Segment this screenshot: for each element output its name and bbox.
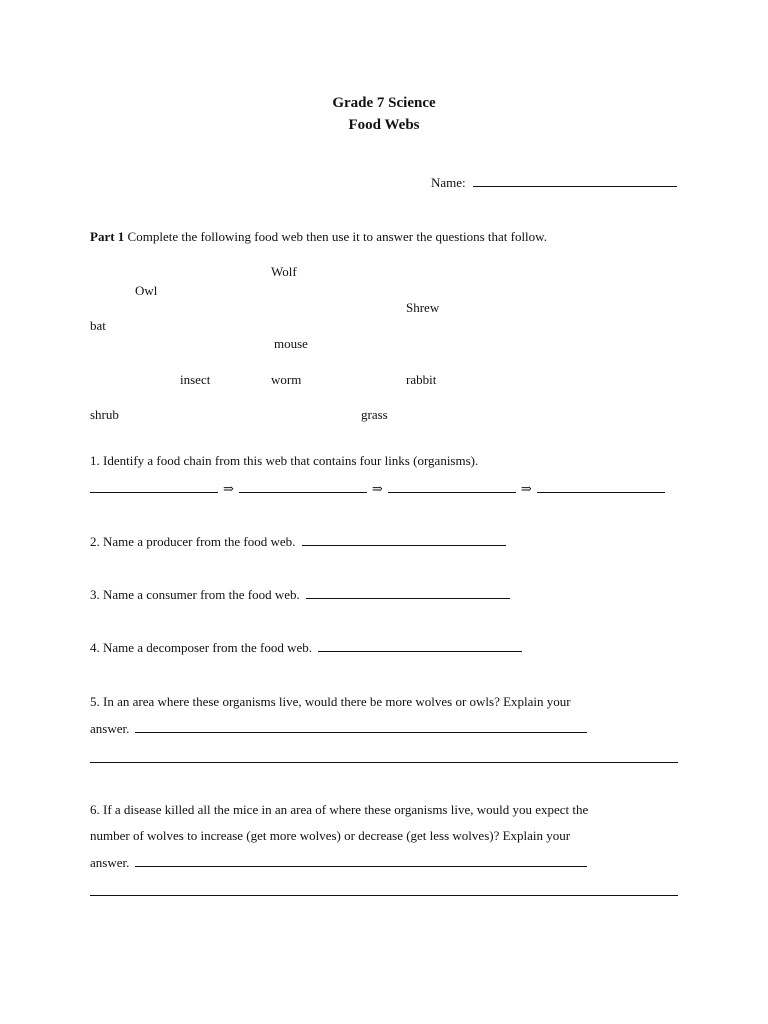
part1-text: Complete the following food web then use it to answer the questions that follow. bbox=[124, 229, 547, 244]
name-blank[interactable] bbox=[473, 175, 677, 187]
question-3 bbox=[90, 587, 510, 603]
food-chain-blank-3[interactable] bbox=[388, 481, 516, 493]
question-4 bbox=[90, 640, 522, 656]
question-6-line-2: number of wolves to increase (get more wolves) or decrease (get less wolves)? Explain your bbox=[90, 828, 571, 843]
answer-label: answer. bbox=[90, 855, 130, 870]
question-5-answer-line[interactable] bbox=[90, 762, 678, 763]
question-6: 6. If a disease killed all the mice in an area of where these organisms live, would you expect the bbox=[90, 802, 589, 817]
organism-insect: insect bbox=[180, 372, 211, 387]
organism-rabbit: rabbit bbox=[406, 372, 437, 387]
organism-owl: Owl bbox=[135, 283, 158, 298]
question-6-answer bbox=[90, 855, 587, 871]
food-chain-blank-1[interactable] bbox=[90, 481, 218, 493]
question-4-text: 4. Name a decomposer from the food web. bbox=[90, 640, 313, 655]
organism-worm: worm bbox=[271, 372, 302, 387]
question-6-answer-blank[interactable] bbox=[135, 855, 587, 867]
organism-bat: bat bbox=[90, 318, 106, 333]
arrow-icon: ⇒ bbox=[520, 481, 532, 496]
arrow-icon: ⇒ bbox=[371, 481, 383, 496]
arrow-icon: ⇒ bbox=[223, 481, 234, 496]
name-label: Name: bbox=[431, 175, 466, 190]
food-chain-blank-2[interactable] bbox=[239, 481, 367, 493]
question-3-text: 3. Name a consumer from the food web. bbox=[90, 587, 300, 602]
question-2 bbox=[90, 534, 506, 550]
question-5-answer-blank[interactable] bbox=[135, 721, 587, 733]
organism-wolf: Wolf bbox=[271, 264, 297, 279]
organism-shrub: shrub bbox=[90, 407, 119, 422]
page-title: Grade 7 Science bbox=[332, 95, 436, 111]
organism-shrew: Shrew bbox=[406, 300, 440, 315]
question-6-answer-line[interactable] bbox=[90, 895, 678, 896]
question-5-answer bbox=[90, 721, 587, 737]
part1-instruction bbox=[90, 229, 547, 245]
organism-grass: grass bbox=[361, 407, 388, 422]
food-chain-answer bbox=[90, 481, 665, 497]
food-chain-blank-4[interactable] bbox=[537, 481, 665, 493]
question-5: 5. In an area where these organisms live, would there be more wolves or owls? Explain your bbox=[90, 694, 571, 709]
name-field bbox=[431, 175, 677, 191]
answer-label: answer. bbox=[90, 721, 130, 736]
organism-mouse: mouse bbox=[274, 336, 308, 351]
consumer-blank[interactable] bbox=[306, 587, 510, 599]
question-1: 1. Identify a food chain from this web that contains four links (organisms). bbox=[90, 453, 479, 468]
decomposer-blank[interactable] bbox=[318, 640, 522, 652]
question-2-text: 2. Name a producer from the food web. bbox=[90, 534, 296, 549]
part1-label: Part 1 bbox=[90, 229, 125, 244]
page-subtitle: Food Webs bbox=[348, 117, 420, 133]
producer-blank[interactable] bbox=[302, 534, 506, 546]
